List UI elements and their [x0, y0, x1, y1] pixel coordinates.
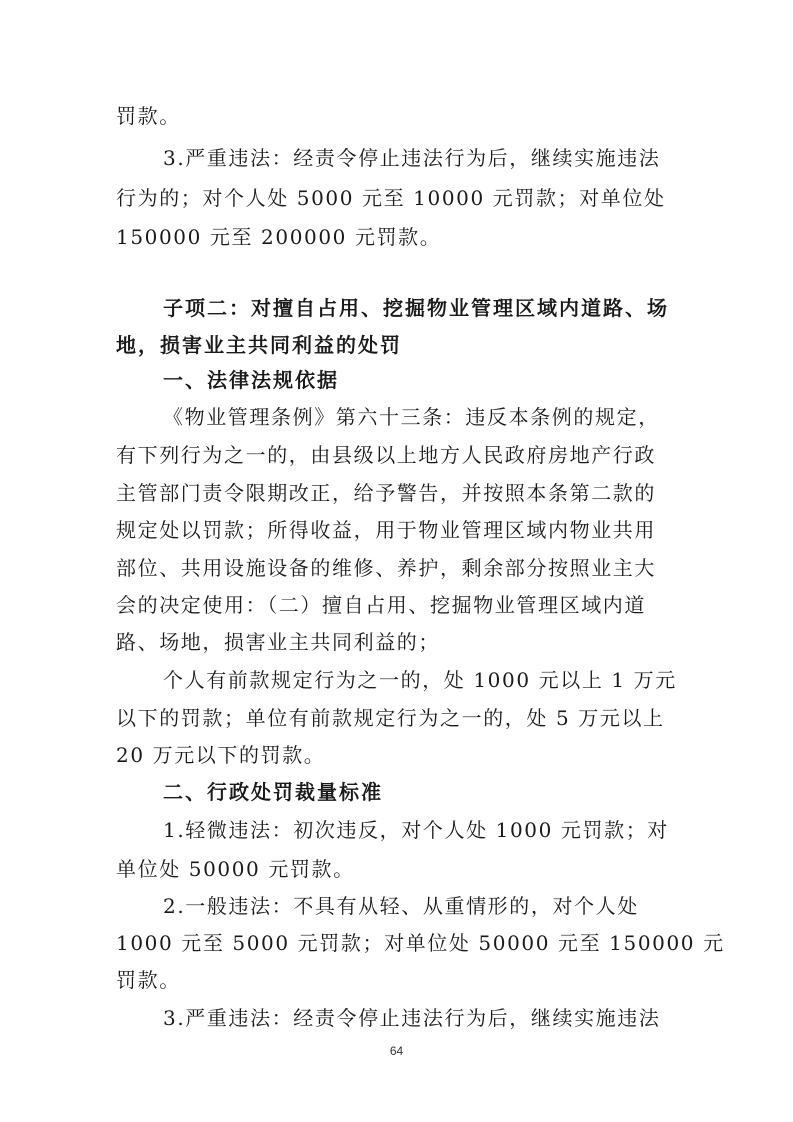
body-line: 路、场地，损害业主共同利益的；: [116, 630, 440, 654]
body-line: 《物业管理条例》第六十三条：违反本条例的规定，: [163, 405, 660, 429]
section-heading: 二、行政处罚裁量标准: [163, 780, 383, 804]
body-line: 3.严重违法：经责令停止违法行为后，继续实施违法: [163, 146, 661, 170]
subsection-title: 子项二：对擅自占用、挖掘物业管理区域内道路、场: [163, 296, 669, 320]
subsection-title: 地，损害业主共同利益的处罚: [116, 333, 402, 357]
body-line: 行为的；对个人处 5000 元至 10000 元罚款；对单位处: [116, 186, 666, 210]
body-line: 单位处 50000 元罚款。: [116, 857, 355, 881]
body-line: 3.严重违法：经责令停止违法行为后，继续实施违法: [163, 1006, 661, 1030]
body-line: 部位、共用设施设备的维修、养护，剩余部分按照业主大: [116, 556, 656, 580]
body-line: 1.轻微违法：初次违反，对个人处 1000 元罚款；对: [163, 818, 669, 842]
body-line: 主管部门责令限期改正，给予警告，并按照本条第二款的: [116, 481, 656, 505]
body-line: 150000 元至 200000 元罚款。: [116, 225, 442, 249]
body-line: 会的决定使用：（二）擅自占用、挖掘物业管理区域内道: [116, 593, 646, 617]
body-line: 有下列行为之一的，由县级以上地方人民政府房地产行政: [116, 443, 656, 467]
body-line: 规定处以罚款；所得收益，用于物业管理区域内物业共用: [116, 518, 656, 542]
body-line: 1000 元至 5000 元罚款；对单位处 50000 元至 150000 元: [116, 931, 725, 955]
body-line: 以下的罚款；单位有前款规定行为之一的，处 5 万元以上: [116, 706, 665, 730]
body-line: 个人有前款规定行为之一的，处 1000 元以上 1 万元: [163, 668, 677, 692]
page-number: 64: [389, 1044, 404, 1058]
body-line: 罚款。: [116, 104, 181, 128]
section-heading: 一、法律法规依据: [163, 368, 339, 392]
body-line: 2.一般违法：不具有从轻、从重情形的，对个人处: [163, 894, 639, 918]
body-line: 20 万元以下的罚款。: [116, 743, 326, 767]
body-line: 罚款。: [116, 968, 181, 992]
